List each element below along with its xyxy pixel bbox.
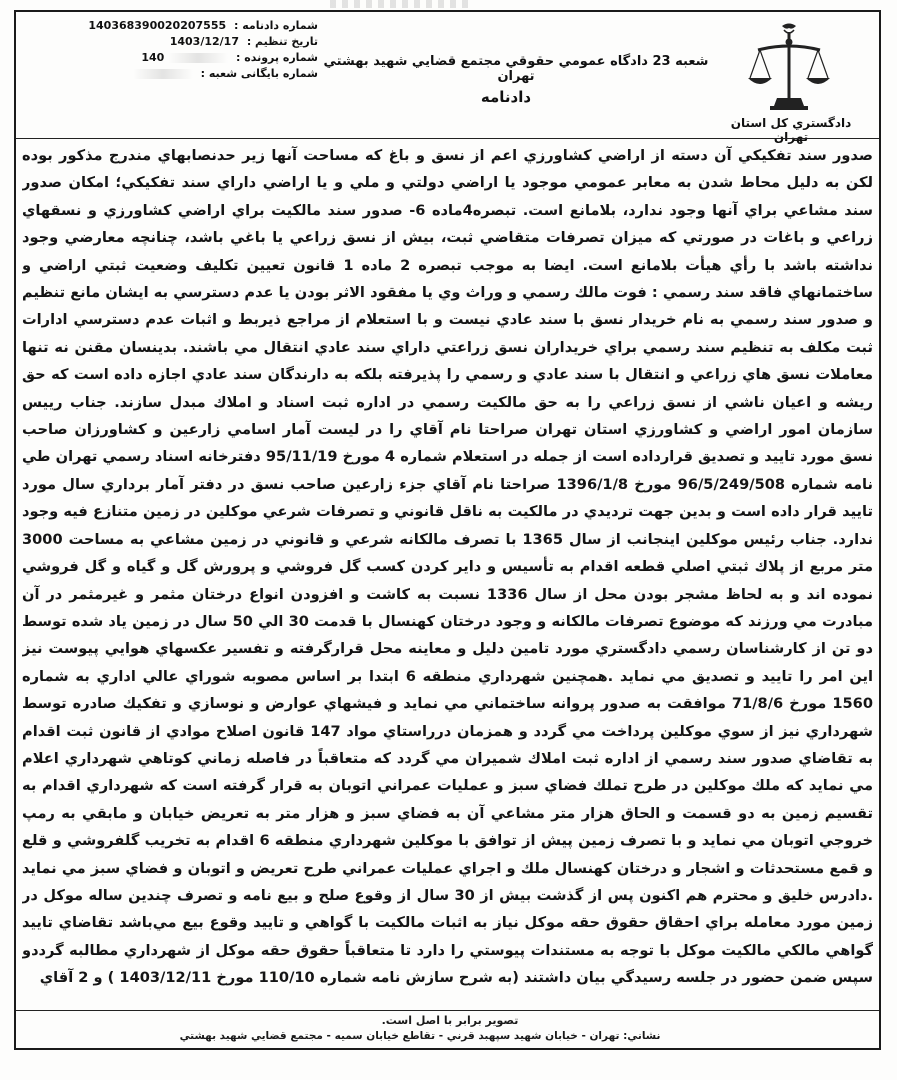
case-number-row: شماره پرونده : 140: [141, 51, 318, 64]
document-title: دادنامه: [480, 88, 532, 106]
scan-artifact: [330, 0, 470, 8]
issue-date-row: تاریخ تنظیم : 1403/12/17: [169, 35, 318, 48]
certified-copy-note: تصوير برابر با اصل است.: [381, 1014, 519, 1027]
court-name: شعبه 23 دادگاه عمومي حقوقي مجتمع قضايي شهيد بهشتي تهران: [323, 54, 709, 84]
header-divider: [16, 138, 879, 139]
scales-of-justice-icon: [744, 20, 834, 112]
verdict-body-text: صدور سند تفكيكي آن دسته از اراضي كشاورزي اعم از نسق و باغ كه مساحت آنها زير حدنصابهاي مندرج مذكور بوده لكن به دليل محاط شدن به معابر عمومي موجود يا اراضي دولتي و ملي و يا اراضي داراي سند تفكيكي؛ امكان صدور سند مشاعي براي آنها وجود ندارد، بلامانع است. تبصره4ماده 6- صدور سند مالكيت براي اراضي كشاورزي و نسقهاي زراعي و باغات در صورتي كه ميزان تصرفات متقاضي ثبت، بيش از نسق زراعي يا باغي باشد، چنانچه معارضي وجود نداشته باشد با رأي هيأت بلامانع است. ايضا به موجب تبصره 2 ماده 1 قانون تعيين تكليف وضعيت ثبتي اراضي و ساختمانهاي فاقد سند رسمي : فوت مالك رسمي و وراث وي يا مفقود الاثر بودن يا عدم دسترسي به ايشان مانع تنظيم و صدور سند رسمي به نام خريدار نسق با سند عادي نيست و با استعلام از مراجع ذيربط و اثبات عدم دسترسي ادارات ثبت مكلف به تنظيم سند رسمي براي خريداران نسق زراعتي داراي سند عادي انتقال مي باشند. بدينسان مقنن نه تنها معاملات نسق هاي زراعي و انتقال با سند عادي و رسمي را پذيرفته بلكه به دارندگان سند عادي اجازه داده است كه حق ريشه و اعيان ناشي از نسق زراعي را به حق مالكيت رسمي در اداره ثبت اسناد و املاك مبدل سازند. جناب رييس سازمان امور اراضي و كشاورزي استان تهران صراحتا نام آقاي را در ليست آمار اسامي زارعين و كشاورزان صاحب نسق مورد تاييد و تصديق قرارداده است از جمله در استعلام شماره 4 مورخ 95/11/19 دفترخانه اسناد رسمي تهران طي نامه شماره 96/5/249/508 مورخ 1396/1/8 صراحتا نام آقاي جزء زارعين صاحب نسق در دفتر آمار برداري سال مورد تاييد قرار داده است و بدين جهت ترديدي در مالكيت به ناقل قانوني و تصرفات شرعي موكلين در زمين متنازع فيه وجود ندارد. جناب رئيس موكلين اينجانب از سال 1365 با تصرف مالكانه شرعي و قانوني در زمين مشاعي به مساحت 3000 متر مربع از پلاك ثبتي اصلي قطعه اقدام به تأسيس و داير كردن كسب گل فروشي و پرورش گل و گياه و گل فروشي نموده اند و به لحاظ مشجر بودن محل از سال 1336 نسبت به كاشت و افزودن انواع درختان مثمر و غيرمثمر در آن مبادرت مي ورزند كه موضوع تصرفات مالكانه و وجود درختان كهنسال با قدمت 30 الي 50 سال در زمين ياد شده توسط دو تن از كارشناسان رسمي دادگستري مورد تامين دليل و معاينه محل قرارگرفته و تفسير عكسهاي هوايي پيوست نيز اين امر را تاييد و تصديق مي نمايد .همچنين شهرداري منطقه 6 ابتدا بر اساس مصوبه شوراي عالي اداري به شماره 1560 مورخ 71/8/6 موافقت به صدور پروانه ساختماني مي نمايد و فيشهاي عوارض و نوسازي و تفكيك صادره توسط شهرداري نيز از سوي موكلين پرداخت مي گردد و همزمان درراستاي مواد 147 قانون اصلاح موادي از قانون ثبت اقدام به تقاضاي صدور سند رسمي از اداره ثبت املاك شميران مي گردد كه متعاقباً در فاصله زماني كوتاهي شهرداري اعلام مي نمايد كه ملك موكلين در طرح تملك فضاي سبز و عمليات عمراني اتوبان به قرار گرفته است كه شهرداري اقدام به تقسيم زمين به دو قسمت و الحاق هزار متر مشاعي آن به فضاي سبز و هزار متر به تعريض خيابان و مابقي به رمپ خروجي اتوبان مي نمايد و با تصرف زمين پيش از توافق با موكلين شهرداري منطقه 6 اقدام به تخريب گلفروشي و قلع و قمع مستحدثات و اشجار و درختان كهنسال ملك و اجراي عمليات عمراني طرح تعريض و اتوبان و فضاي سبز مي نمايد .دادرس خليق و محترم هم اكنون پس از گذشت بيش از 30 سال از وقوع صلح و بيع نامه و تصرف چندين ساله موكل در زمين مورد معامله براي احقاق حقوق حقه موكل نياز به اثبات مالكيت با گواهي و تاييد وقوع بيع مي‌باشد تقاضاي تاييد گواهي مالكي مالكيت موكل با توجه به مستندات پيوستي را دارد تا متعاقباً حقوق حقه موكل از شهرداري مطالبه گرددو سپس ضمن حضور در جلسه رسيدگي بيان داشتند (به شرح سازش نامه شماره 110/10 مورخ 1403/12/11 ) و 2 آقاي: [22, 147, 873, 987]
document-metadata: [68, 18, 318, 82]
redacted-value: [133, 69, 193, 79]
redacted-value: [168, 53, 228, 63]
archive-number-row: شماره بایگانی شعبه :: [68, 66, 318, 82]
court-address: نشاني: تهران - خيابان شهيد سپهبد قرني - تقاطع خيابان سميه - مجتمع قضايي شهيد بهشتي: [179, 1030, 661, 1042]
footer-divider: [16, 1010, 879, 1011]
province-label: دادگستري كل استان تهران: [730, 116, 852, 144]
document-header: [16, 12, 879, 144]
verdict-number-row: شماره دادنامه : 140368390020207555: [88, 19, 318, 32]
